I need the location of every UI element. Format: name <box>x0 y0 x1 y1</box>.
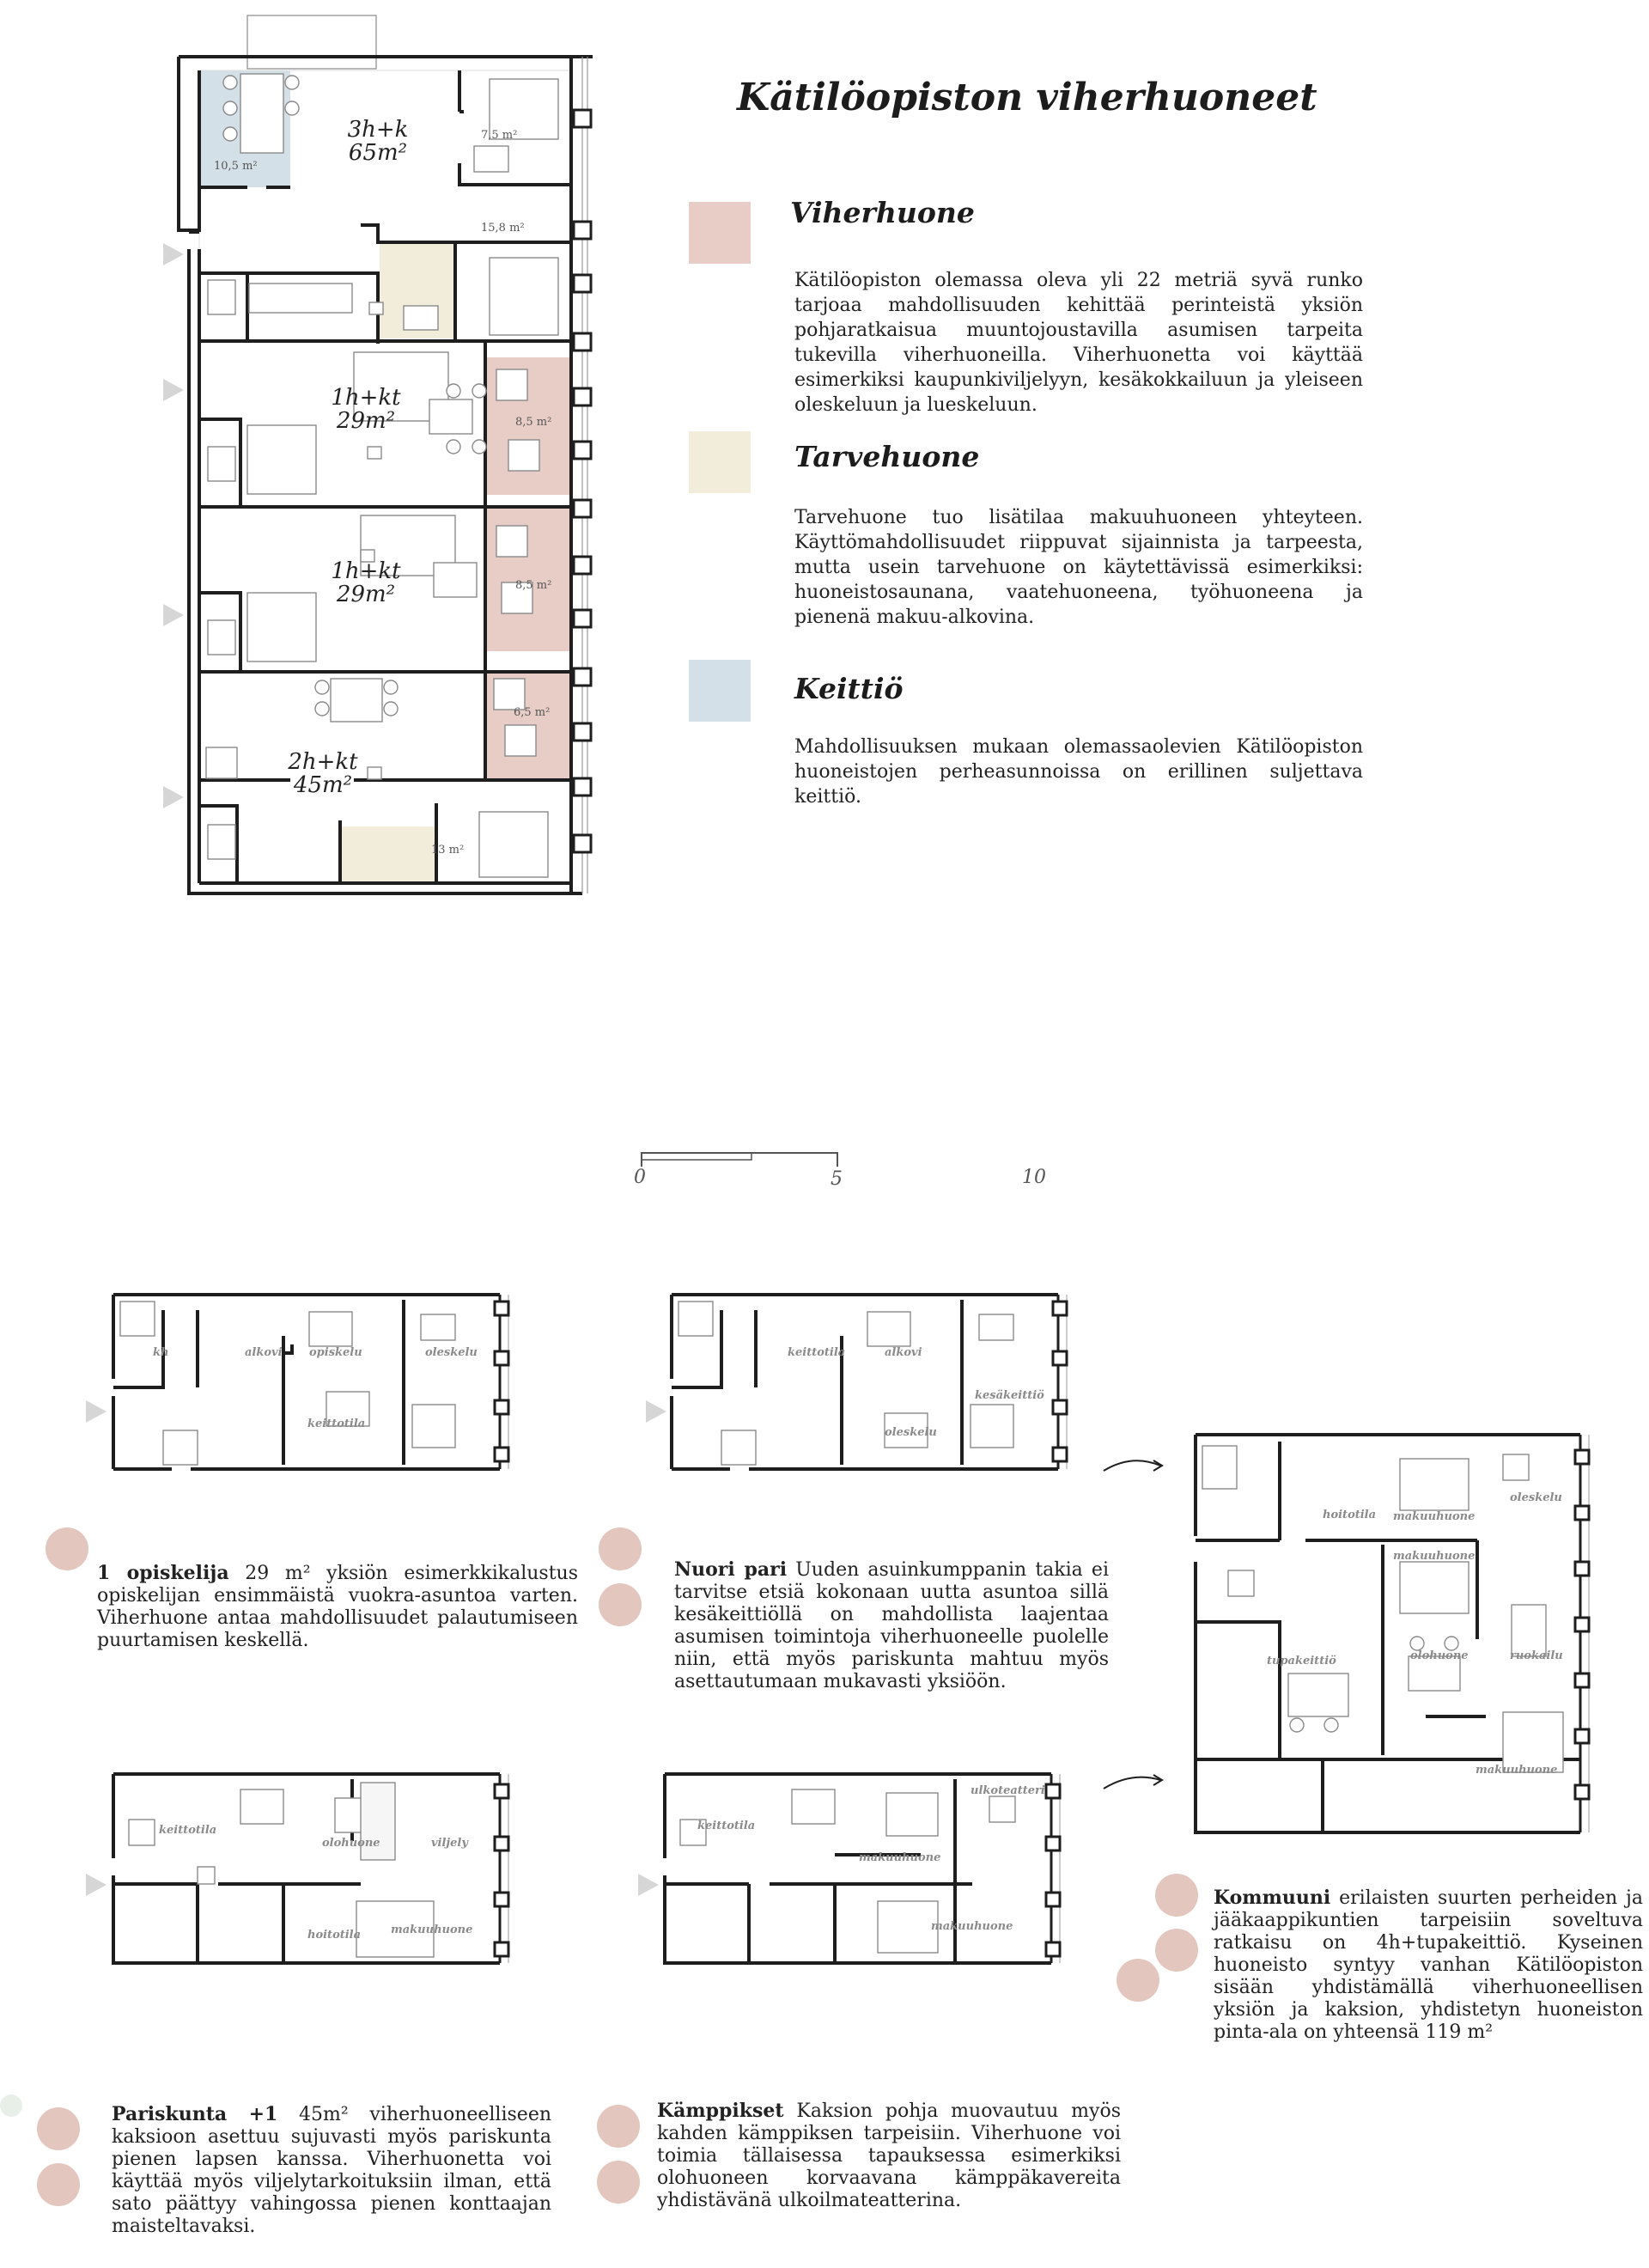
room-label: keittotila <box>159 1824 217 1837</box>
legend-swatch-viherhuone <box>689 202 751 264</box>
entry-arrow-icon <box>163 604 184 626</box>
page-title: Kätilöopiston viherhuoneet <box>737 76 1317 119</box>
entry-arrow-icon <box>646 1400 666 1423</box>
room-label: keittotila <box>788 1346 846 1359</box>
scale-tick: 10 <box>1022 1167 1046 1188</box>
entry-arrow-icon <box>163 379 184 401</box>
caption-5-kamppikset <box>657 2100 1121 2212</box>
room-area: 8,5 m² <box>515 579 552 592</box>
room-label: keittotila <box>697 1820 756 1832</box>
room-label: alkovi <box>885 1346 922 1359</box>
room-label: makuuhuone <box>1476 1764 1558 1777</box>
room-area: 6,5 m² <box>514 706 551 719</box>
unit-type: 1h+kt <box>331 385 401 411</box>
indicator-dot <box>37 2107 80 2150</box>
unit-area: 65m² <box>348 140 408 167</box>
room-area: 7,5 m² <box>481 129 518 142</box>
room-label: makuuhuone <box>1393 1510 1476 1523</box>
caption-title: Kommuuni <box>1214 1887 1331 1909</box>
caption-1-opiskelija <box>97 1562 578 1652</box>
scale-tick: 5 <box>831 1168 843 1190</box>
room-label: hoitotila <box>307 1929 362 1942</box>
room-label: oleskelu <box>1510 1491 1562 1504</box>
legend-title-keittio: Keittiö <box>794 672 904 705</box>
entry-arrow-icon <box>163 243 184 265</box>
unit-label-2hkt <box>280 751 366 798</box>
caption-body: erilaisten suurten perheiden ja jääkaappikuntien tarpeisiin soveltuva ratkaisu on 4h+tupakeittiö. Kyseinen huoneisto syntyy vanhan Kätilöopiston sisään yhdistämällä viherhuoneellisen yksiön ja kaksion, yhdistetyn huoneiston pinta-ala on yhteensä 119 m² <box>1214 1887 1643 2043</box>
entry-arrow-icon <box>638 1874 659 1896</box>
indicator-dot <box>599 1527 642 1570</box>
legend-text-tarvehuone: Tarvehuone tuo lisätilaa makuuhuoneen yhteyteen. Käyttömahdollisuudet riippuvat sijainnista ja tarpeesta, mutta usein tarvehuone on käytettävissä esimerkiksi: huoneistosaunana, vaatehuoneena, työhuoneena ja pienenä makuu-alkovina. <box>794 507 1363 628</box>
room-label: viljely <box>431 1837 468 1850</box>
caption-body: 29 m² yksiön esimerkkikalustus opiskelijan ensimmäistä vuokra-asuntoa varten. Viherhuone antaa mahdollisuudet palautumiseen puurtamisen keskellä. <box>97 1563 578 1651</box>
caption-3-kommuuni <box>1214 1887 1643 2044</box>
indicator-dot <box>599 1583 642 1626</box>
scale-bar <box>640 1151 846 1186</box>
room-label: makuuhuone <box>859 1851 941 1864</box>
entry-arrow-icon <box>86 1874 106 1896</box>
unit-type: 2h+kt <box>288 749 358 775</box>
unit-area: 29m² <box>336 582 396 608</box>
room-label: ruokailu <box>1510 1649 1563 1662</box>
indicator-dot <box>597 2161 640 2204</box>
caption-title: Pariskunta +1 <box>112 2103 278 2125</box>
caption-title: 1 opiskelija <box>97 1562 229 1584</box>
room-label: kh <box>153 1346 169 1359</box>
plan-2-nuori-pari <box>670 1293 1108 1469</box>
legend-text-keittio: Mahdollisuuksen mukaan olemassaolevien Kätilöopiston huoneistojen perheasunnoissa on erillinen suljettava keittiö. <box>794 736 1363 808</box>
caption-body: Uuden asuinkumppanin takia ei tarvitse etsiä kokonaan uutta asuntoa sillä kesäkeittiöllä on mahdollista laajentaa asumisen toimintoja viherhuoneelle puolelle niin, että myös pariskunta mahtuu myös asettautumaan mukavasti yksiöön. <box>674 1559 1109 1692</box>
plan-4-kamppikset <box>663 1772 1101 1966</box>
indicator-dot <box>1155 1874 1198 1917</box>
room-label: makuuhuone <box>931 1920 1013 1933</box>
caption-2-nuori-pari <box>674 1558 1109 1693</box>
plan-5-kommuuni <box>1194 1433 1606 1837</box>
legend-swatch-keittio <box>689 660 751 722</box>
room-label: ulkoteatteri <box>971 1784 1045 1797</box>
room-area: 15,8 m² <box>481 222 525 235</box>
entry-arrow-icon <box>86 1400 106 1423</box>
unit-label-1hkt-b <box>323 560 409 607</box>
connector-arrow-icon <box>1102 1770 1171 1796</box>
unit-type: 1h+kt <box>331 558 401 584</box>
indicator-dot <box>0 2094 22 2117</box>
room-label: oleskelu <box>885 1426 937 1439</box>
unit-label-3hk <box>335 119 421 166</box>
indicator-dot <box>1117 1959 1159 2002</box>
legend-title-tarvehuone: Tarvehuone <box>794 440 980 473</box>
caption-title: Nuori pari <box>674 1558 788 1581</box>
room-area: 8,5 m² <box>515 416 552 429</box>
room-label: makuuhuone <box>1393 1550 1476 1563</box>
legend-text-viherhuone: Kätilöopiston olemassa oleva yli 22 metriä syvä runko tarjoaa mahdollisuuden kehittää perinteistä yksiön pohjaratkaisua muuntojoustavilla asumisen tarpeita tukevilla viherhuoneilla. Viherhuonetta voi käyttää esimerkiksi kaupunkiviljelyyn, kesäkokkailuun ja yleiseen oleskeluun ja lueskeluun. <box>794 270 1363 416</box>
room-label: opiskelu <box>309 1346 362 1359</box>
caption-body: Kaksion pohja muovautuu myös kahden kämppiksen tarpeisiin. Viherhuone voi toimia tällaisessa tapauksessa esimerkiksi olohuoneen korvaavana kämppäkavereita yhdistävänä ulkoilmateatterina. <box>657 2100 1121 2211</box>
indicator-dot <box>37 2163 80 2206</box>
plan-1-opiskelija <box>112 1293 550 1469</box>
caption-title: Kämppikset <box>657 2100 784 2122</box>
room-label: tupakeittiö <box>1267 1655 1336 1667</box>
room-label: makuuhuone <box>391 1924 473 1936</box>
room-label: hoitotila <box>1323 1509 1377 1521</box>
room-area: 10,5 m² <box>214 160 258 173</box>
unit-label-1hkt-a <box>323 387 409 434</box>
scale-tick: 0 <box>634 1167 646 1188</box>
connector-arrow-icon <box>1102 1454 1171 1479</box>
plan-3-pariskunta <box>112 1772 550 1966</box>
legend-title-viherhuone: Viherhuone <box>790 196 975 229</box>
room-label: oleskelu <box>425 1346 478 1359</box>
room-area: 13 m² <box>431 844 465 857</box>
unit-type: 3h+k <box>347 117 409 143</box>
room-label: kesäkeittiö <box>975 1389 1044 1402</box>
indicator-dot <box>1155 1929 1198 1972</box>
caption-body: 45m² viherhuoneelliseen kaksioon asettuu sujuvasti myös pariskunta pienen lapsen kanssa. Viherhuonetta voi käyttää myös viljelytarkoituksiin ilman, että sato päättyy vahingossa pienen konttaajan maisteltavaksi. <box>112 2104 552 2237</box>
room-label: keittotila <box>307 1418 366 1430</box>
indicator-dot <box>46 1527 88 1570</box>
caption-4-pariskunta <box>112 2103 551 2238</box>
unit-area: 29m² <box>336 408 396 435</box>
legend-swatch-tarvehuone <box>689 431 751 493</box>
indicator-dot <box>597 2105 640 2148</box>
entry-arrow-icon <box>163 786 184 808</box>
room-label: olohuone <box>322 1837 380 1850</box>
room-label: alkovi <box>245 1346 283 1359</box>
unit-area: 45m² <box>293 772 353 799</box>
room-label: olohuone <box>1410 1649 1469 1662</box>
